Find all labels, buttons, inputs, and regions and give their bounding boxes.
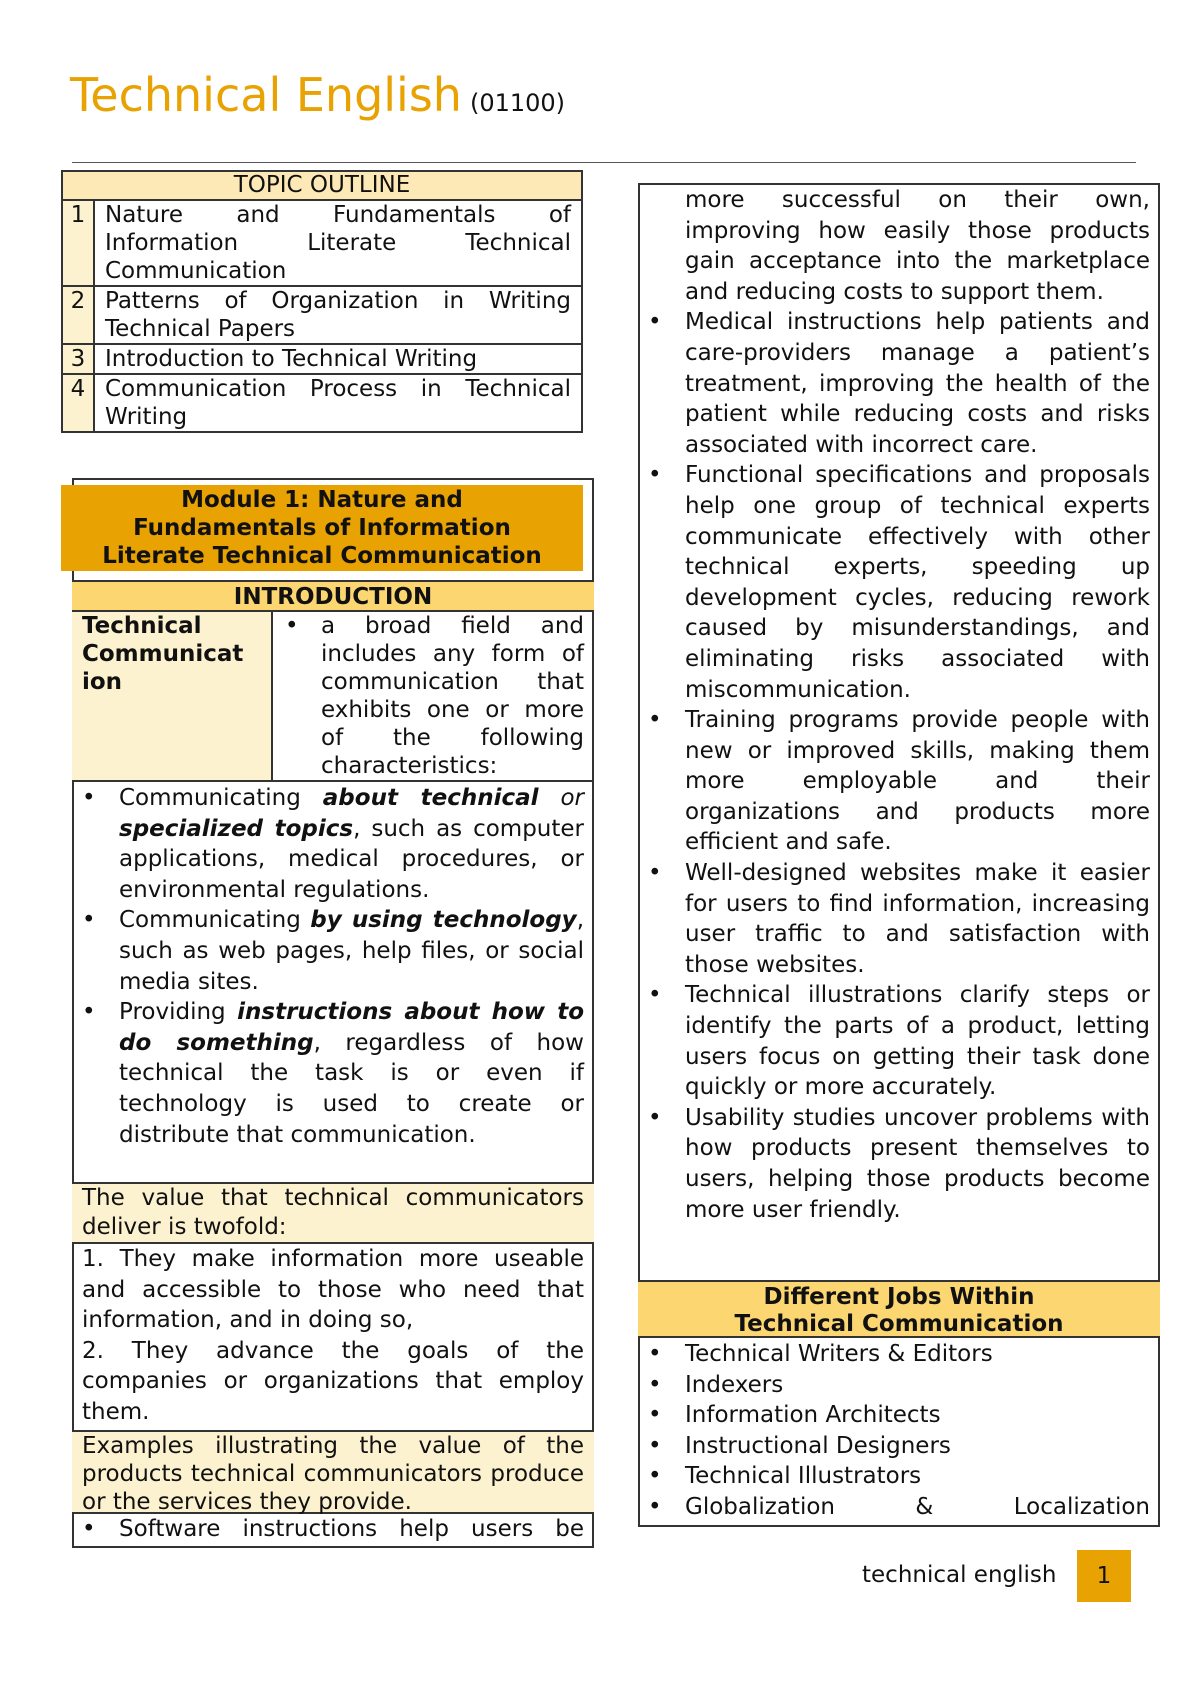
- title-text: Technical English: [70, 68, 462, 122]
- list-item: • Instructional Designers: [638, 1431, 1150, 1462]
- outline-row: [62, 374, 582, 432]
- list-item: • Communicating about technical or specialized topics, such as computer applications, medical procedures, or environmental regulations.: [82, 785, 584, 903]
- outline-text: Introduction to Technical Writing: [94, 344, 582, 374]
- bullet-icon: •: [82, 999, 96, 1026]
- outline-row: [62, 344, 582, 374]
- jobs-list: [638, 1339, 1160, 1523]
- bullet-icon: •: [648, 462, 662, 489]
- list-item: • Communicating by using technology, such as web pages, help files, or social media sites.: [82, 907, 584, 995]
- outline-text: Communication Process in Technical Writing: [94, 374, 582, 432]
- module-title: [61, 485, 583, 571]
- list-item: • Usability studies uncover problems with how products present themselves to users, helping those products become more user friendly.: [648, 1104, 1150, 1223]
- value-heading: The value that technical communicators deliver is twofold:: [72, 1182, 594, 1244]
- module-title-line: Module 1: Nature and: [181, 487, 463, 513]
- bullet-icon: •: [648, 982, 662, 1009]
- bullet-icon: •: [648, 1463, 662, 1490]
- jobs-heading: [638, 1280, 1160, 1338]
- outline-row: [62, 286, 582, 344]
- term-line: Technical: [82, 613, 202, 639]
- definition-cell: [273, 612, 594, 782]
- outline-text: Patterns of Organization in Writing Technical Papers: [94, 286, 582, 344]
- characteristics-list: [72, 783, 594, 1150]
- list-item: • Functional specifications and proposals help one group of technical experts communicate effectively with other technical experts, speeding up development cycles, reducing rework caused by misunderstandings, and eliminating risks associated with miscommunication.: [648, 462, 1150, 703]
- module-title-line: Fundamentals of Information: [133, 515, 511, 541]
- outline-text: Nature and Fundamentals of Information Literate Technical Communication: [94, 200, 582, 286]
- list-item: • Indexers: [638, 1370, 1150, 1401]
- value-points: [72, 1244, 594, 1428]
- examples-heading: Examples illustrating the value of the products technical communicators produce or the services they provide.: [72, 1430, 594, 1514]
- list-item: • Technical Writers & Editors: [638, 1339, 1150, 1370]
- document-title: [70, 68, 566, 122]
- jobs-heading-line: Technical Communication: [734, 1311, 1064, 1337]
- bullet-icon: •: [648, 1371, 662, 1398]
- list-item: • Technical Illustrators: [638, 1461, 1150, 1492]
- outline-number: 4: [62, 374, 94, 432]
- footer-label: technical english: [862, 1562, 1057, 1588]
- topic-outline-heading: TOPIC OUTLINE: [62, 171, 582, 200]
- bullet-icon: •: [82, 907, 96, 934]
- list-item: • Providing instructions about how to do something, regardless of how technical the task is or even if technology is used to create or distribute that communication.: [82, 999, 585, 1148]
- bullet-icon: •: [648, 1402, 662, 1429]
- header-divider: [72, 162, 1136, 163]
- list-item: • Information Architects: [638, 1400, 1150, 1431]
- page-number: 1: [1077, 1550, 1131, 1602]
- list-item-continuation: more successful on their own, improving how easily those products gain acceptance into the marketplace and reducing costs to support them.: [685, 187, 1150, 305]
- examples-list-continued: [638, 185, 1160, 1225]
- list-item: • Well-designed websites make it easier for users to find information, increasing user traffic to and satisfaction with those websites.: [648, 860, 1150, 978]
- topic-outline-table: [61, 170, 583, 433]
- list-item: • Globalization & Localization: [638, 1492, 1150, 1523]
- jobs-heading-line: Different Jobs Within: [763, 1284, 1035, 1310]
- list-item: • Software instructions help users be: [72, 1514, 584, 1545]
- module-title-line: Literate Technical Communication: [102, 543, 542, 569]
- bullet-icon: •: [648, 1104, 662, 1131]
- bullet-icon: •: [648, 1432, 662, 1459]
- bullet-icon: •: [648, 707, 662, 734]
- value-point: 1. They make information more useable and accessible to those who need that information, and in doing so,: [82, 1246, 584, 1334]
- outline-number: 1: [62, 200, 94, 286]
- outline-number: 2: [62, 286, 94, 344]
- course-code: (01100): [469, 89, 566, 117]
- outline-row: [62, 200, 582, 286]
- list-item: • Technical illustrations clarify steps or identify the parts of a product, letting users focus on getting their task done quickly or more accurately.: [648, 982, 1150, 1101]
- value-point: 2. They advance the goals of the companies or organizations that employ them.: [82, 1337, 584, 1425]
- bullet-icon: •: [285, 613, 299, 639]
- bullet-icon: •: [82, 1516, 96, 1542]
- bullet-icon: •: [648, 1493, 662, 1520]
- bullet-icon: •: [648, 1341, 662, 1367]
- term-cell: [72, 612, 273, 782]
- term-line: ion: [82, 669, 123, 695]
- bullet-icon: •: [648, 860, 662, 887]
- term-line: Communicat: [82, 641, 244, 667]
- outline-number: 3: [62, 344, 94, 374]
- definition-text: a broad field and includes any form of communication that exhibits one or more of the following characteristics:: [321, 613, 584, 779]
- examples-list-start: [72, 1514, 594, 1545]
- bullet-icon: •: [82, 785, 96, 811]
- bullet-icon: •: [648, 309, 662, 336]
- list-item: • Medical instructions help patients and care-providers manage a patient’s treatment, improving the health of the patient while reducing costs and risks associated with incorrect care.: [648, 309, 1150, 458]
- list-item: • Training programs provide people with new or improved skills, making them more employable and their organizations and products more efficient and safe.: [648, 707, 1150, 856]
- introduction-heading: INTRODUCTION: [72, 580, 594, 612]
